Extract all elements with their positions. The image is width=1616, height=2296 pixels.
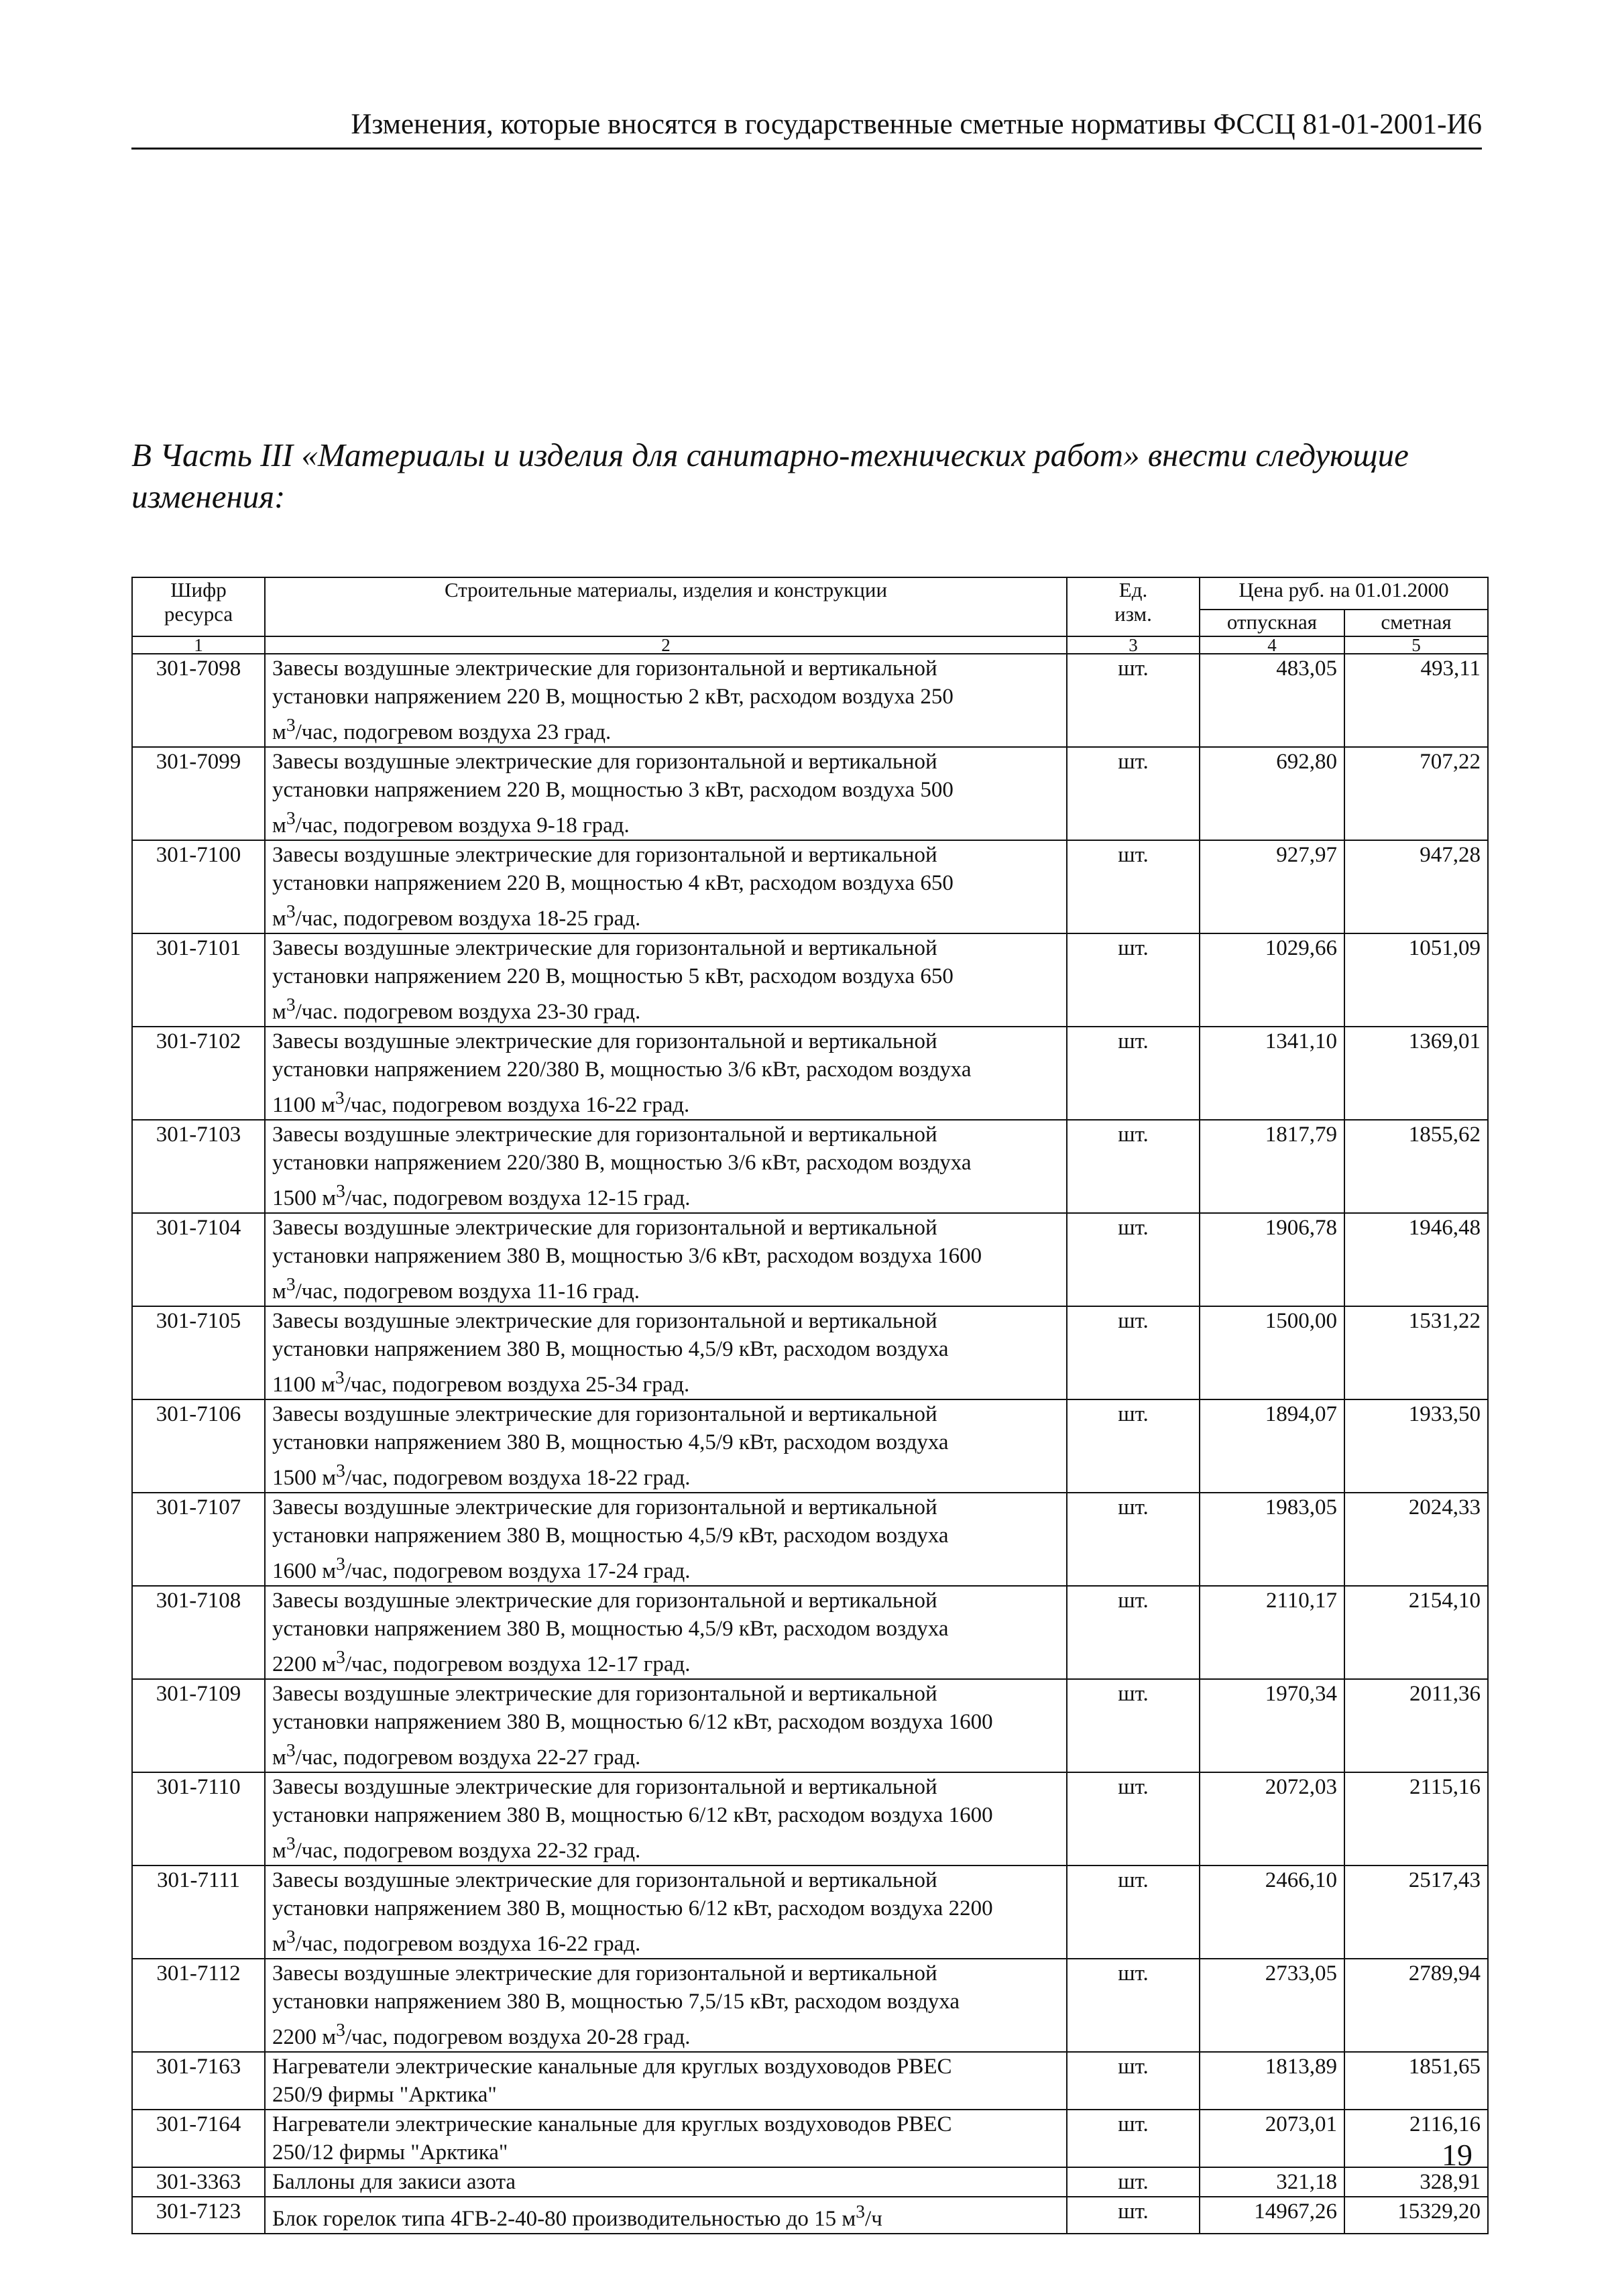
resource-code: 301-7112 [132,1959,265,2052]
description-line-1: Завесы воздушные электрические для горизонтальной и вертикальной [272,656,937,681]
estimate-price: 1851,65 [1344,2052,1488,2110]
description-text: Баллоны для закиси азота [272,2170,516,2194]
unit-superscript: 3 [286,1273,296,1294]
description-line-3-pre: 2200 м [272,1652,337,1676]
item-description [265,2110,1067,2167]
table-row [132,1866,1488,1959]
description-text: Блок горелок типа 4ГВ-2-40-80 производительностью до 15 м [272,2207,856,2231]
description-line-3 [272,1177,1059,1212]
description-line-3-post: /час, подогревом воздуха 22-27 град. [295,1745,641,1770]
item-description [265,1120,1067,1213]
description-line-3-pre: 1500 м [272,1186,337,1210]
table-row [132,1027,1488,1120]
resource-code: 301-7108 [132,1586,265,1679]
intro-paragraph: В Часть III «Материалы и изделия для санитарно-технических работ» внести следующие изменения: [131,437,1409,515]
description-line-2: установки напряжением 380 В, мощностью 4,5/9 кВт, расходом воздуха [272,1430,949,1454]
header-description-cell: Строительные материалы, изделия и конструкции [265,577,1067,636]
description-line-3 [272,1736,1059,1772]
description-line-3 [272,1084,1059,1119]
item-description [265,1679,1067,1772]
description-line-1: Нагреватели электрические канальные для круглых воздуховодов РВЕС [272,2112,952,2136]
unit-of-measure: шт. [1067,1493,1200,1586]
header-price-estimate: сметная [1344,610,1488,636]
table-row [132,1586,1488,1679]
item-description [265,654,1067,747]
description-line-3-pre: м [272,1000,286,1024]
description-line-3-post: /час, подогревом воздуха 12-15 град. [345,1186,691,1210]
unit-superscript: 3 [336,1553,345,1574]
item-description [265,1027,1067,1120]
table-row [132,654,1488,747]
description-line-3-post: /час, подогревом воздуха 18-22 град. [345,1466,691,1490]
estimate-price: 2517,43 [1344,1866,1488,1959]
unit-of-measure: шт. [1067,1306,1200,1399]
resource-code: 301-3363 [132,2167,265,2197]
estimate-price: 1531,22 [1344,1306,1488,1399]
description-line-3-pre: м [272,1279,286,1304]
header-code-line2: ресурса [164,602,233,626]
estimate-price: 2154,10 [1344,1586,1488,1679]
estimate-price: 1369,01 [1344,1027,1488,1120]
description-line-3-post: /час, подогревом воздуха 25-34 град. [344,1373,690,1397]
resource-code: 301-7123 [132,2197,265,2234]
item-description [265,2167,1067,2197]
unit-superscript: 3 [286,901,296,921]
item-description [265,1306,1067,1399]
resource-code: 301-7111 [132,1866,265,1959]
release-price: 14967,26 [1200,2197,1344,2234]
unit-of-measure: шт. [1067,654,1200,747]
unit-of-measure: шт. [1067,840,1200,933]
item-description [265,1399,1067,1493]
table-row [132,1213,1488,1306]
unit-of-measure: шт. [1067,747,1200,840]
estimate-price: 1051,09 [1344,933,1488,1027]
release-price: 1341,10 [1200,1027,1344,1120]
description-line-3 [272,990,1059,1026]
item-description [265,1493,1067,1586]
unit-superscript: 3 [336,1646,345,1667]
table-row [132,2167,1488,2197]
unit-of-measure: шт. [1067,2052,1200,2110]
estimate-price: 2789,94 [1344,1959,1488,2052]
table-row [132,2110,1488,2167]
description-line-3-pre: 2200 м [272,2025,337,2049]
unit-superscript: 3 [286,1739,296,1760]
unit-of-measure: шт. [1067,1213,1200,1306]
unit-superscript: 3 [286,1926,296,1947]
description-line-1: Завесы воздушные электрические для горизонтальной и вертикальной [272,1216,937,1240]
resource-code: 301-7104 [132,1213,265,1306]
header-price-release: отпускная [1200,610,1344,636]
release-price: 1813,89 [1200,2052,1344,2110]
table-row [132,1959,1488,2052]
item-description [265,2197,1067,2234]
description-line-2: установки напряжением 220 В, мощностью 3 кВт, расходом воздуха 500 [272,778,954,802]
unit-superscript: 3 [286,1833,296,1853]
description-line-2: установки напряжением 220/380 В, мощностью 3/6 кВт, расходом воздуха [272,1151,972,1175]
release-price: 1894,07 [1200,1399,1344,1493]
description-line-2: установки напряжением 220 В, мощностью 2 кВт, расходом воздуха 250 [272,685,954,709]
description-line-1: Завесы воздушные электрические для горизонтальной и вертикальной [272,1402,937,1426]
resource-code: 301-7107 [132,1493,265,1586]
item-description [265,840,1067,933]
description-line-2: установки напряжением 220 В, мощностью 4 кВт, расходом воздуха 650 [272,871,954,895]
item-description [265,1959,1067,2052]
description-line-3-post: /час, подогревом воздуха 9-18 град. [295,813,630,838]
table-header-row-1 [132,577,1488,610]
unit-of-measure: шт. [1067,1866,1200,1959]
description-line-1: Завесы воздушные электрические для горизонтальной и вертикальной [272,1775,937,1799]
release-price: 2466,10 [1200,1866,1344,1959]
unit-of-measure: шт. [1067,2110,1200,2167]
unit-superscript: 3 [286,994,296,1015]
description-line-1: Завесы воздушные электрические для горизонтальной и вертикальной [272,1589,937,1613]
column-number-3: 3 [1067,636,1200,654]
table-row [132,1306,1488,1399]
header-code-cell [132,577,265,636]
description-line-2: установки напряжением 380 В, мощностью 4,5/9 кВт, расходом воздуха [272,1524,949,1548]
unit-of-measure: шт. [1067,1586,1200,1679]
release-price: 1500,00 [1200,1306,1344,1399]
release-price: 1970,34 [1200,1679,1344,1772]
description-line-1: Нагреватели электрические канальные для круглых воздуховодов РВЕС [272,2055,952,2079]
resource-code: 301-7099 [132,747,265,840]
description-line-3 [272,1922,1059,1958]
description-line-3-post: /час, подогревом воздуха 17-24 град. [345,1559,691,1583]
description-line-3-post: /час, подогревом воздуха 22-32 град. [295,1839,641,1863]
description-line-3-post: /час, подогревом воздуха 23 град. [295,720,612,744]
description-line-2: установки напряжением 220/380 В, мощностью 3/6 кВт, расходом воздуха [272,1057,972,1082]
description-line-2: установки напряжением 380 В, мощностью 6/12 кВт, расходом воздуха 1600 [272,1803,993,1827]
release-price: 2733,05 [1200,1959,1344,2052]
unit-of-measure: шт. [1067,1679,1200,1772]
resource-code: 301-7103 [132,1120,265,1213]
price-table [131,577,1489,2234]
description-line-3 [272,2016,1059,2051]
header-unit-cell [1067,577,1200,636]
estimate-price: 15329,20 [1344,2197,1488,2234]
release-price: 1906,78 [1200,1213,1344,1306]
description-line-2: установки напряжением 380 В, мощностью 6/12 кВт, расходом воздуха 2200 [272,1896,993,1920]
release-price: 692,80 [1200,747,1344,840]
description-line-2: установки напряжением 380 В, мощностью 4,5/9 кВт, расходом воздуха [272,1337,949,1361]
description-line-1: Завесы воздушные электрические для горизонтальной и вертикальной [272,1029,937,1053]
description-line-1: Завесы воздушные электрические для горизонтальной и вертикальной [272,1961,937,1986]
description-line-1: Завесы воздушные электрические для горизонтальной и вертикальной [272,750,937,774]
item-description [265,933,1067,1027]
description-line-3-pre: м [272,720,286,744]
description-line-3 [272,1270,1059,1306]
table-row [132,840,1488,933]
description-line-3-pre: 1100 м [272,1373,335,1397]
release-price: 1029,66 [1200,933,1344,1027]
resource-code: 301-7098 [132,654,265,747]
unit-superscript: 3 [336,1460,345,1481]
resource-code: 301-7106 [132,1399,265,1493]
description-line-2: установки напряжением 380 В, мощностью 7,5/15 кВт, расходом воздуха [272,1990,960,2014]
header-code-line1: Шифр [170,578,227,601]
description-line-3 [272,1550,1059,1585]
column-number-5: 5 [1344,636,1488,654]
description-line-3-pre: м [272,907,286,931]
unit-of-measure: шт. [1067,2167,1200,2197]
item-description [265,747,1067,840]
description-line-1: Завесы воздушные электрические для горизонтальной и вертикальной [272,1868,937,1892]
item-description [265,2052,1067,2110]
column-number-row [132,636,1488,654]
description-line-3-pre: м [272,1839,286,1863]
description-line-3 [272,1643,1059,1678]
table-row [132,1120,1488,1213]
resource-code: 301-7102 [132,1027,265,1120]
unit-superscript: 3 [336,2019,345,2040]
resource-code: 301-7110 [132,1772,265,1866]
description-line-1: Завесы воздушные электрические для горизонтальной и вертикальной [272,1309,937,1333]
release-price: 1983,05 [1200,1493,1344,1586]
description-line-3-pre: 1500 м [272,1466,337,1490]
description-line-3-post: /час, подогревом воздуха 20-28 град. [345,2025,691,2049]
description-line-3-post: /час, подогревом воздуха 12-17 град. [345,1652,691,1676]
table-row [132,1679,1488,1772]
estimate-price: 2011,36 [1344,1679,1488,1772]
resource-code: 301-7163 [132,2052,265,2110]
release-price: 2072,03 [1200,1772,1344,1866]
estimate-price: 2024,33 [1344,1493,1488,1586]
header-price-group: Цена руб. на 01.01.2000 [1200,577,1488,610]
unit-of-measure: шт. [1067,1772,1200,1866]
description-line-1: Завесы воздушные электрические для горизонтальной и вертикальной [272,1682,937,1706]
description-line-1: Завесы воздушные электрические для горизонтальной и вертикальной [272,843,937,867]
description-line-3-pre: 1600 м [272,1559,337,1583]
description-line-1: Завесы воздушные электрические для горизонтальной и вертикальной [272,936,937,960]
description-line-3-pre: м [272,1932,286,1956]
description-line-2: 250/9 фирмы "Арктика" [272,2083,497,2107]
unit-of-measure: шт. [1067,1027,1200,1120]
estimate-price: 2115,16 [1344,1772,1488,1866]
release-price: 321,18 [1200,2167,1344,2197]
unit-superscript: 3 [286,714,296,735]
description-line-3-pre: м [272,813,286,838]
description-line-1: Завесы воздушные электрические для горизонтальной и вертикальной [272,1123,937,1147]
description-line-2: установки напряжением 380 В, мощностью 4,5/9 кВт, расходом воздуха [272,1617,949,1641]
description-line-3 [272,804,1059,840]
unit-of-measure: шт. [1067,1959,1200,2052]
description-line-3-post: /час, подогревом воздуха 18-25 град. [295,907,641,931]
item-description [265,1586,1067,1679]
item-description [265,1213,1067,1306]
estimate-price: 947,28 [1344,840,1488,933]
estimate-price: 328,91 [1344,2167,1488,2197]
resource-code: 301-7101 [132,933,265,1027]
release-price: 1817,79 [1200,1120,1344,1213]
description-line-3 [272,1456,1059,1492]
estimate-price: 707,22 [1344,747,1488,840]
resource-code: 301-7109 [132,1679,265,1772]
description-line-3-post: /час, подогревом воздуха 11-16 град. [295,1279,640,1304]
table-row [132,933,1488,1027]
price-table-body [132,577,1488,2234]
column-number-2: 2 [265,636,1067,654]
resource-code: 301-7164 [132,2110,265,2167]
description-line-3-pre: м [272,1745,286,1770]
table-row [132,2052,1488,2110]
table-row [132,1493,1488,1586]
table-row [132,747,1488,840]
unit-of-measure: шт. [1067,933,1200,1027]
release-price: 2110,17 [1200,1586,1344,1679]
table-row [132,1772,1488,1866]
description-text-post: /ч [865,2207,882,2231]
resource-code: 301-7105 [132,1306,265,1399]
description-line-3-post: /час, подогревом воздуха 16-22 град. [344,1093,690,1117]
release-price: 2073,01 [1200,2110,1344,2167]
item-description [265,1772,1067,1866]
description-line-3 [272,897,1059,933]
unit-superscript: 3 [286,807,296,828]
running-header: Изменения, которые вносятся в государственные сметные нормативы ФССЦ 81-01-2001-И6 [131,107,1482,150]
unit-superscript: 3 [336,1180,345,1201]
description-line-2: 250/12 фирмы "Арктика" [272,2140,508,2165]
description-line-3-post: /час, подогревом воздуха 16-22 град. [295,1932,641,1956]
unit-superscript: 3 [335,1367,345,1387]
table-row [132,2197,1488,2234]
estimate-price: 493,11 [1344,654,1488,747]
estimate-price: 1855,62 [1344,1120,1488,1213]
column-number-1: 1 [132,636,265,654]
header-unit-line2: изм. [1114,602,1152,626]
table-row [132,1399,1488,1493]
unit-of-measure: шт. [1067,1120,1200,1213]
description-line-3 [272,1363,1059,1399]
description-line-2: установки напряжением 380 В, мощностью 6/12 кВт, расходом воздуха 1600 [272,1710,993,1734]
header-unit-line1: Ед. [1118,578,1148,601]
estimate-price: 1946,48 [1344,1213,1488,1306]
description-line-3 [272,711,1059,746]
unit-superscript: 3 [335,1087,345,1108]
column-number-4: 4 [1200,636,1344,654]
description-line-3-post: /час. подогревом воздуха 23-30 град. [295,1000,641,1024]
estimate-price: 1933,50 [1344,1399,1488,1493]
unit-of-measure: шт. [1067,2197,1200,2234]
description-line-1: Завесы воздушные электрические для горизонтальной и вертикальной [272,1495,937,1519]
description-line-2: установки напряжением 220 В, мощностью 5 кВт, расходом воздуха 650 [272,964,954,988]
unit-of-measure: шт. [1067,1399,1200,1493]
unit-superscript: 3 [856,2201,866,2222]
resource-code: 301-7100 [132,840,265,933]
page-number: 19 [1442,2138,1473,2172]
estimate-price: 2116,16 [1344,2110,1488,2167]
release-price: 483,05 [1200,654,1344,747]
release-price: 927,97 [1200,840,1344,933]
description-line-3-pre: 1100 м [272,1093,335,1117]
description-line-2: установки напряжением 380 В, мощностью 3/6 кВт, расходом воздуха 1600 [272,1244,982,1268]
item-description [265,1866,1067,1959]
description-line-3 [272,1829,1059,1865]
